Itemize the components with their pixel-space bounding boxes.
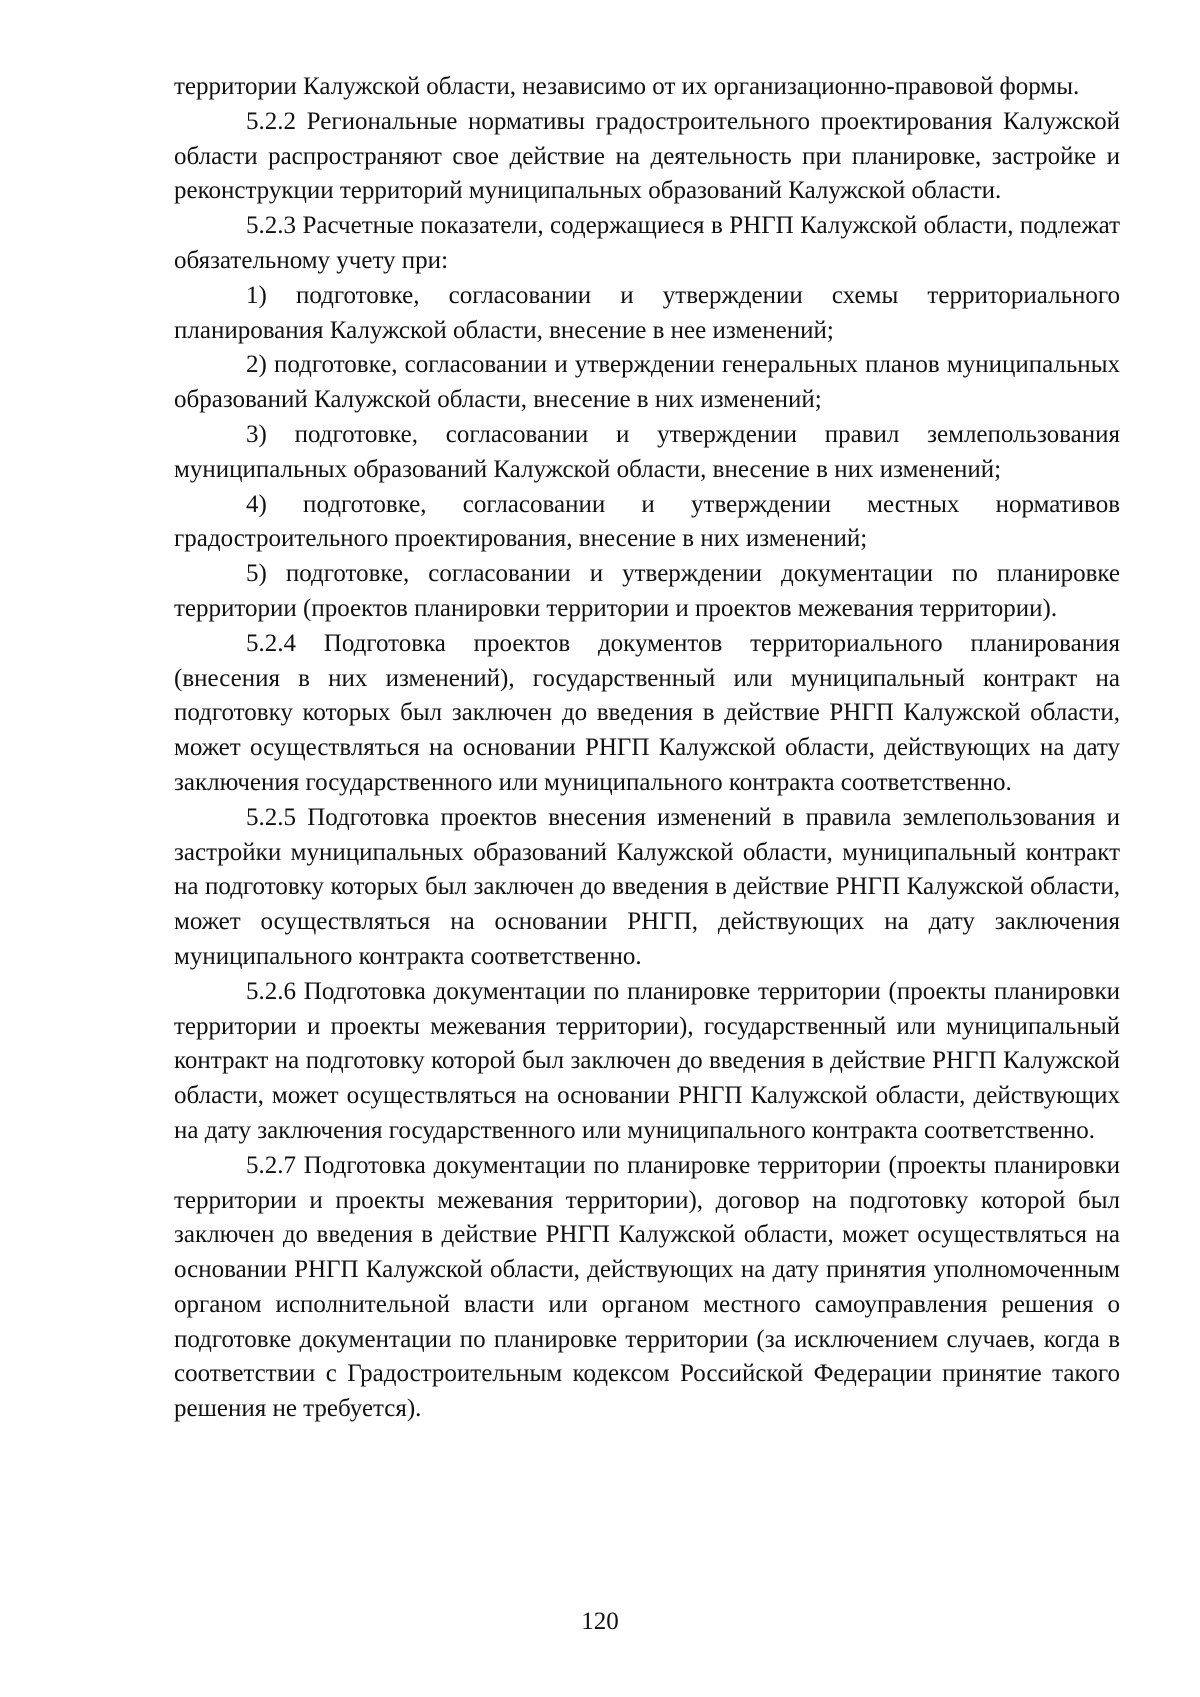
paragraph-5-2-2: 5.2.2 Региональные нормативы градостроительного проектирования Калужской области распространяют свое действие на деятельность при планировке, застройке и реконструкции территорий муниципальных образований Калужской области.: [174, 107, 1120, 205]
paragraph-5-2-3: 5.2.3 Расчетные показатели, содержащиеся в РНГП Калужской области, подлежат обязательному учету при:: [174, 212, 1120, 274]
paragraph-continuation: территории Калужской области, независимо от их организационно-правовой формы.: [174, 73, 1080, 100]
document-body: [174, 70, 1120, 1427]
paragraph-5-2-4: 5.2.4 Подготовка проектов документов территориального планирования (внесения в них изменений), государственный или муниципальный контракт на подготовку которых был заключен до введения в действие РНГП Калужской области, может осуществляться на основании РНГП Калужской области, действующих на дату заключения государственного или муниципального контракта соответственно.: [174, 629, 1120, 796]
paragraph-5-2-6: 5.2.6 Подготовка документации по планировке территории (проекты планировки территории и проекты межевания территории), государственный или муниципальный контракт на подготовку которой был заключен до введения в действие РНГП Калужской области, может осуществляться на основании РНГП Калужской области, действующих на дату заключения государственного или муниципального контракта соответственно.: [174, 977, 1120, 1144]
page-number: 120: [581, 1608, 619, 1635]
list-item-1: 1) подготовке, согласовании и утверждении схемы территориального планирования Калужской области, внесение в нее изменений;: [174, 281, 1120, 344]
list-item-5: 5) подготовке, согласовании и утверждении документации по планировке территории (проектов планировки территории и проектов межевания территории).: [174, 560, 1120, 622]
paragraph-5-2-5: 5.2.5 Подготовка проектов внесения изменений в правила землепользования и застройки муниципальных образований Калужской области, муниципальный контракт на подготовку которых был заключен до введения в действие РНГП Калужской области, может осуществляться на основании РНГП, действующих на дату заключения муниципального контракта соответственно.: [174, 803, 1120, 970]
list-item-3: 3) подготовке, согласовании и утверждении правил землепользования муниципальных образований Калужской области, внесение в них изменений;: [174, 420, 1120, 483]
list-item-4: 4) подготовке, согласовании и утверждении местных нормативов градостроительного проектирования, внесение в них изменений;: [174, 490, 1120, 553]
list-item-2: 2) подготовке, согласовании и утверждении генеральных планов муниципальных образований Калужской области, внесение в них изменений;: [174, 351, 1120, 414]
paragraph-5-2-7: 5.2.7 Подготовка документации по планировке территории (проекты планировки территории и проекты межевания территории), договор на подготовку которой был заключен до введения в действие РНГП Калужской области, может осуществляться на основании РНГП Калужской области, действующих на дату принятия уполномоченным органом исполнительной власти или органом местного самоуправления решения о подготовке документации по планировке территории (за исключением случаев, когда в соответствии с Градостроительным кодексом Российской Федерации принятие такого решения не требуется).: [174, 1151, 1120, 1423]
